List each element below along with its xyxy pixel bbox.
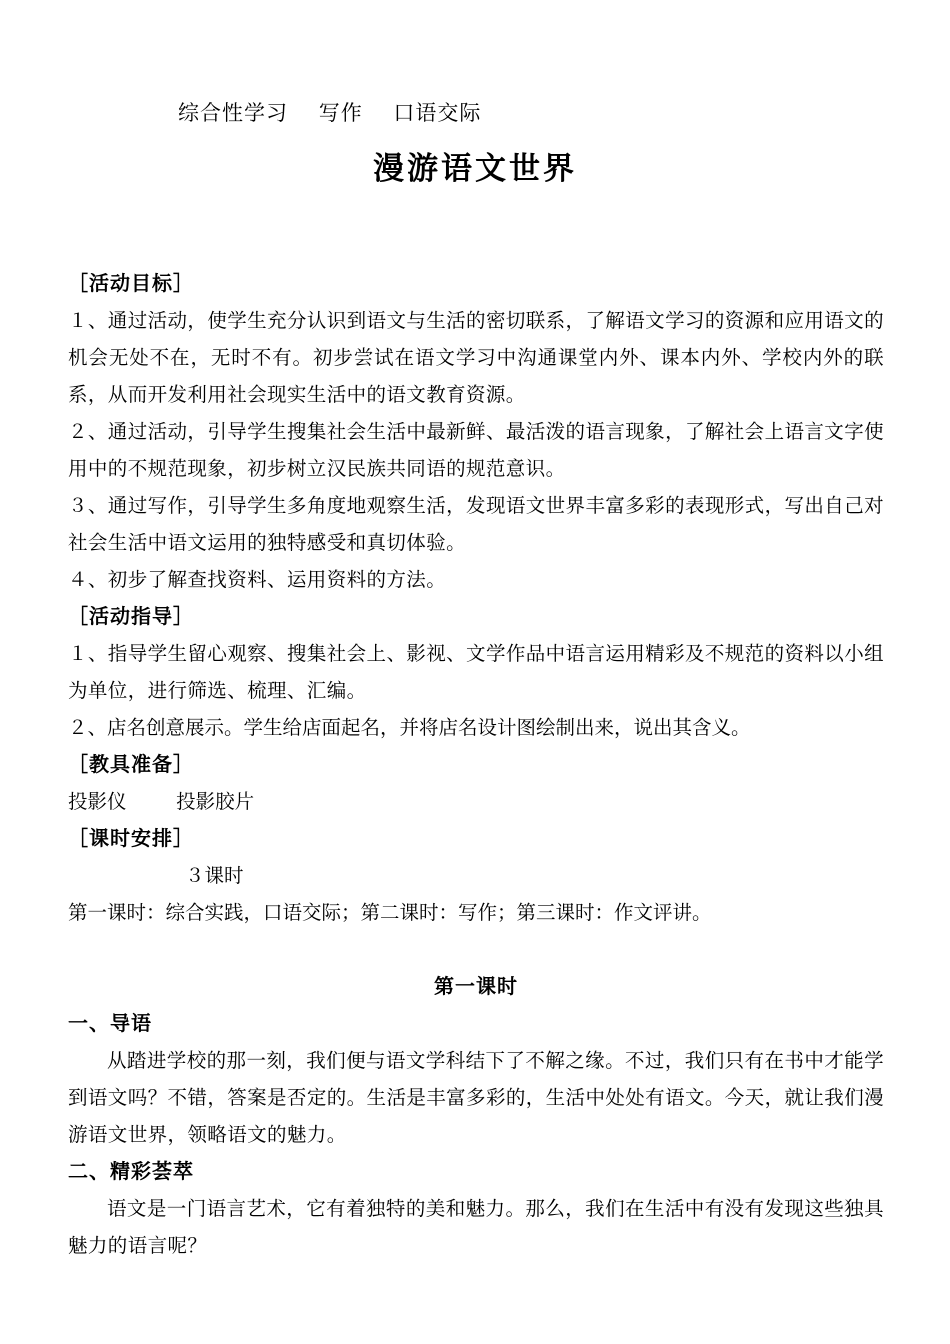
tools-heading: ［教具准备］ bbox=[68, 752, 194, 776]
objectives-heading: ［活动目标］ bbox=[68, 271, 194, 295]
guidance-item-2: ２、店名创意展示。学生给店面起名，并将店名设计图绘制出来，说出其含义。 bbox=[68, 716, 751, 739]
guidance-item-1: １、指导学生留心观察、搜集社会上、影视、文学作品中语言运用精彩及不规范的资料以小组为单位，进行筛选、梳理、汇编。 bbox=[68, 642, 884, 702]
tools-list: 投影仪 投影胶片 bbox=[68, 790, 255, 813]
objective-item-4: ４、初步了解查找资料、运用资料的方法。 bbox=[68, 568, 447, 591]
highlights-heading: 二、精彩荟萃 bbox=[68, 1159, 194, 1183]
schedule-detail: 第一课时：综合实践，口语交际；第二课时：写作；第三课时：作文评讲。 bbox=[68, 901, 712, 924]
objective-item-3: ３、通过写作，引导学生多角度地观察生活，发现语文世界丰富多彩的表现形式，写出自己对社会生活中语文运用的独特感受和真切体验。 bbox=[68, 494, 884, 554]
intro-paragraph: 从踏进学校的那一刻，我们便与语文学科结下了不解之缘。不过，我们只有在书中才能学到语文吗？不错，答案是否定的。生活是丰富多彩的，生活中处处有语文。今天，就让我们漫游语文世界，领略语文的魅力。 bbox=[68, 1049, 884, 1146]
document-title: 漫游语文世界 bbox=[373, 151, 577, 187]
document-body bbox=[68, 265, 884, 1264]
document-subtitle: 综合性学习 写作 口语交际 bbox=[178, 101, 482, 125]
objective-item-2: ２、通过活动，引导学生搜集社会生活中最新鲜、最活泼的语言现象，了解社会上语言文字使用中的不规范现象，初步树立汉民族共同语的规范意识。 bbox=[68, 420, 884, 480]
guidance-heading: ［活动指导］ bbox=[68, 604, 194, 628]
schedule-hours: ３课时 bbox=[185, 864, 244, 887]
lesson-1-title: 第一课时 bbox=[434, 974, 518, 998]
highlights-paragraph: 语文是一门语言艺术，它有着独特的美和魅力。那么，我们在生活中有没有发现这些独具魅力的语言呢？ bbox=[68, 1197, 884, 1257]
objective-item-1: １、通过活动，使学生充分认识到语文与生活的密切联系，了解语文学习的资源和应用语文的机会无处不在，无时不有。初步尝试在语文学习中沟通课堂内外、课本内外、学校内外的联系，从而开发利用社会现实生活中的语文教育资源。 bbox=[68, 309, 884, 406]
intro-heading: 一、导语 bbox=[68, 1011, 152, 1035]
schedule-heading: ［课时安排］ bbox=[68, 826, 194, 850]
